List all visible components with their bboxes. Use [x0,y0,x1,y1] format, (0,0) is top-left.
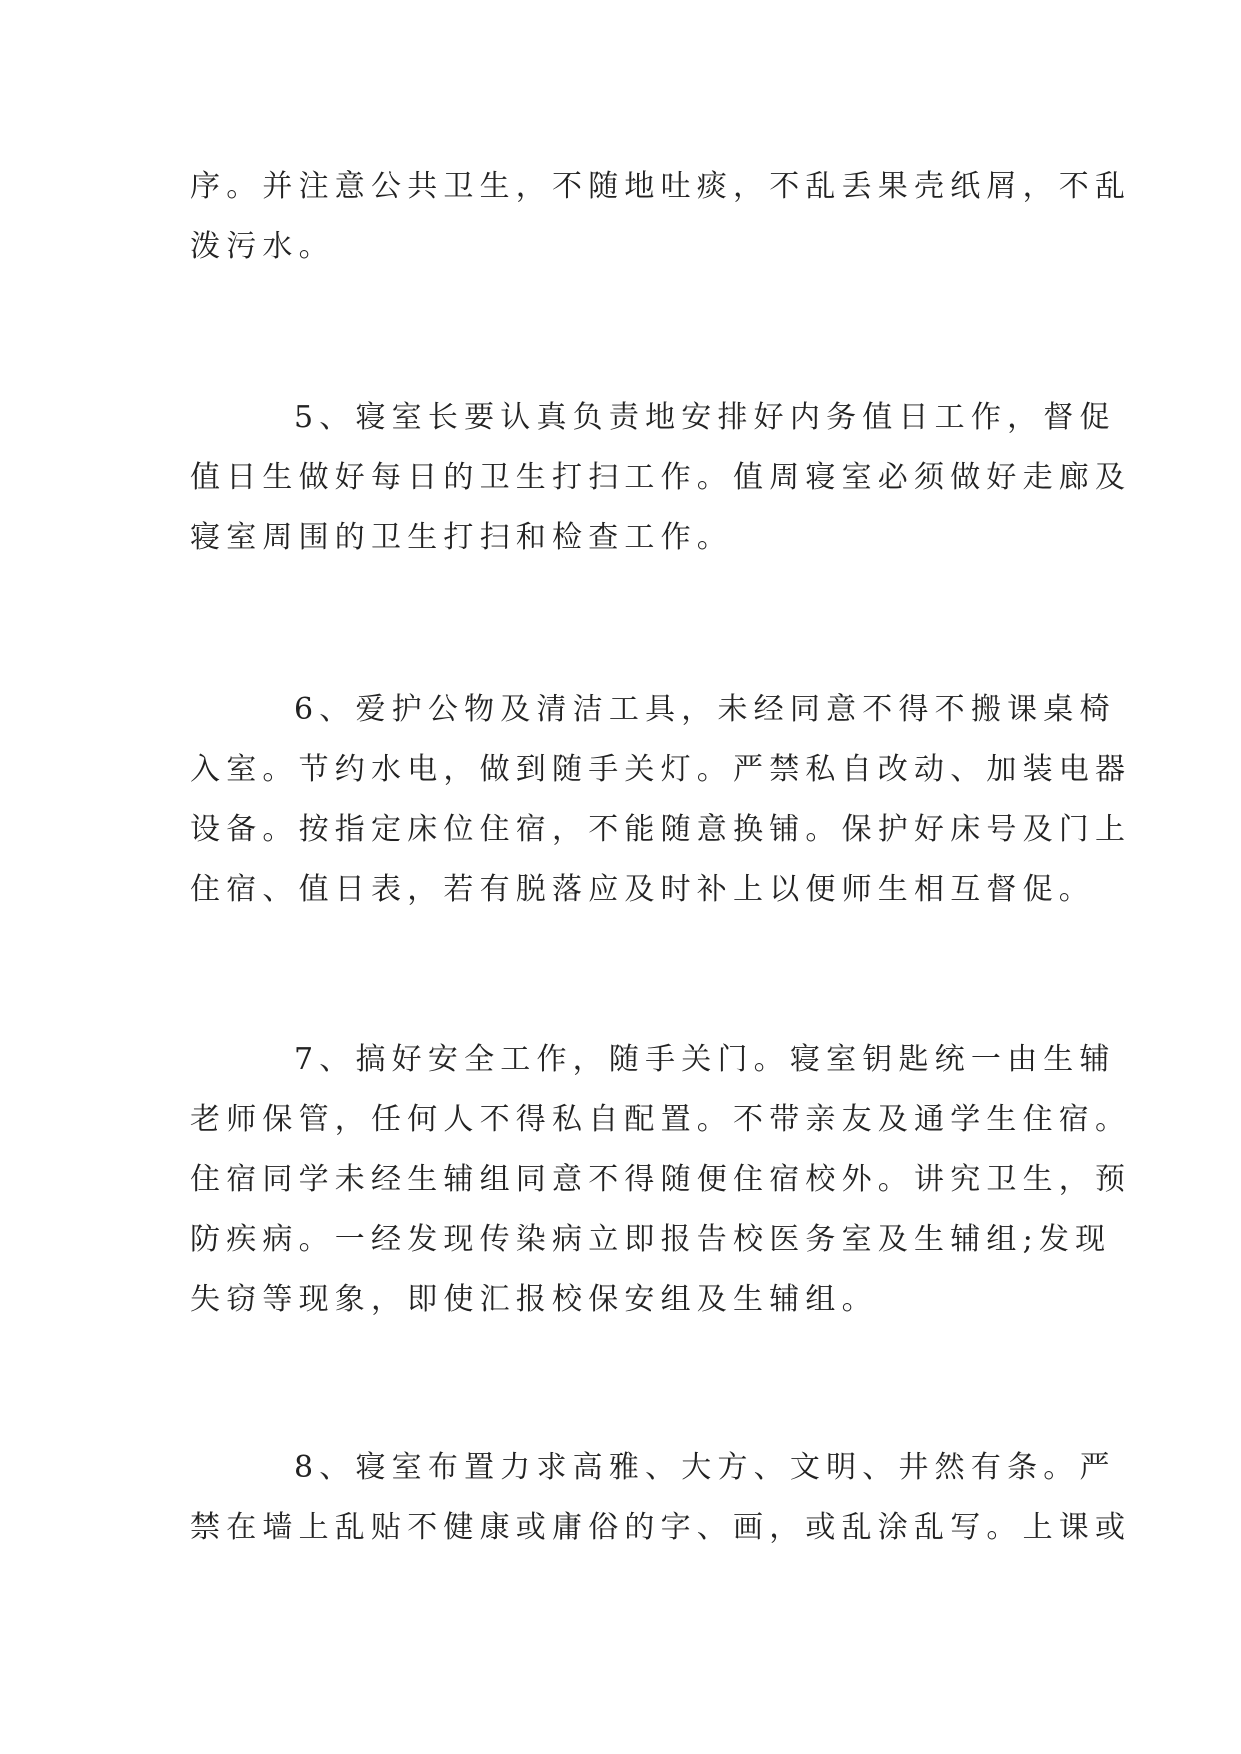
text-line: 泼污水。 [190,229,335,264]
paragraph-item-7 [190,1030,1132,1330]
paragraph-item-8 [190,1438,1132,1558]
paragraph-continuation [190,157,1132,277]
text-line: 序。并注意公共卫生，不随地吐痰，不乱丢果壳纸屑，不乱 [190,169,1132,204]
text-line: 寝室周围的卫生打扫和检查工作。 [190,520,733,555]
text-line: 失窃等现象，即使汇报校保安组及生辅组。 [190,1282,878,1317]
paragraph-item-6 [190,680,1132,920]
text-line: 6、爱护公物及清洁工具，未经同意不得不搬课桌椅 [294,692,1116,727]
text-line: 8、寝室布置力求高雅、大方、文明、井然有条。严 [294,1450,1116,1485]
text-line: 7、搞好安全工作，随手关门。寝室钥匙统一由生辅 [294,1042,1116,1077]
paragraph-item-5 [190,388,1132,568]
text-line: 入室。节约水电，做到随手关灯。严禁私自改动、加装电器 [190,752,1132,787]
text-line: 老师保管，任何人不得私自配置。不带亲友及通学生住宿。 [190,1102,1132,1137]
text-line: 禁在墙上乱贴不健康或庸俗的字、画，或乱涂乱写。上课或 [190,1510,1132,1545]
text-line: 值日生做好每日的卫生打扫工作。值周寝室必须做好走廊及 [190,460,1132,495]
text-line: 设备。按指定床位住宿，不能随意换铺。保护好床号及门上 [190,812,1132,847]
text-line: 住宿同学未经生辅组同意不得随便住宿校外。讲究卫生，预 [190,1162,1132,1197]
text-line: 防疾病。一经发现传染病立即报告校医务室及生辅组;发现 [190,1222,1112,1257]
text-line: 住宿、值日表，若有脱落应及时补上以便师生相互督促。 [190,872,1095,907]
text-line: 5、寝室长要认真负责地安排好内务值日工作，督促 [294,400,1116,435]
